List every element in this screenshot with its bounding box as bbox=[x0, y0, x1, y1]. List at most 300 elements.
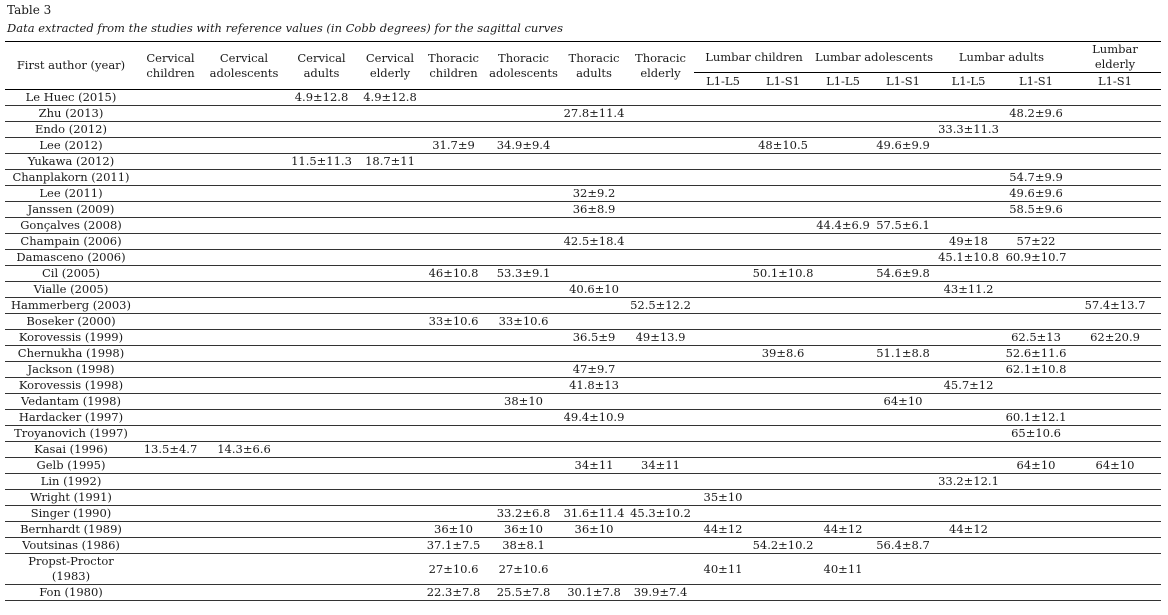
value-cell bbox=[421, 490, 486, 506]
value-cell bbox=[359, 585, 421, 601]
value-cell bbox=[421, 218, 486, 234]
table-body bbox=[5, 90, 1161, 601]
value-cell bbox=[137, 170, 204, 186]
value-cell bbox=[137, 250, 204, 266]
value-cell bbox=[1069, 554, 1161, 585]
header-thoracic-adolescents bbox=[486, 42, 561, 90]
header-cervical-adults bbox=[284, 42, 359, 90]
value-cell bbox=[137, 378, 204, 394]
value-cell bbox=[204, 266, 284, 282]
value-cell bbox=[561, 170, 627, 186]
table-row bbox=[5, 138, 1161, 154]
value-cell: 58.5±9.6 bbox=[1003, 202, 1069, 218]
value-cell bbox=[694, 154, 752, 170]
value-cell bbox=[694, 538, 752, 554]
value-cell: 54.6±9.8 bbox=[872, 266, 934, 282]
value-cell bbox=[359, 122, 421, 138]
value-cell bbox=[814, 346, 872, 362]
value-cell bbox=[872, 426, 934, 442]
value-cell bbox=[486, 202, 561, 218]
table-label: Table 3 bbox=[7, 3, 52, 17]
row-author-cell: Endo (2012) bbox=[5, 122, 137, 138]
value-cell bbox=[694, 234, 752, 250]
value-cell bbox=[694, 170, 752, 186]
value-cell bbox=[1003, 506, 1069, 522]
value-cell bbox=[1003, 266, 1069, 282]
value-cell bbox=[814, 154, 872, 170]
value-cell bbox=[359, 202, 421, 218]
value-cell: 48±10.5 bbox=[752, 138, 814, 154]
value-cell bbox=[137, 90, 204, 106]
value-cell bbox=[872, 490, 934, 506]
value-cell bbox=[1003, 585, 1069, 601]
value-cell bbox=[486, 106, 561, 122]
value-cell bbox=[934, 266, 1003, 282]
value-cell bbox=[204, 458, 284, 474]
value-cell bbox=[1069, 474, 1161, 490]
value-cell bbox=[1069, 138, 1161, 154]
value-cell bbox=[137, 490, 204, 506]
value-cell: 57±22 bbox=[1003, 234, 1069, 250]
value-cell: 45.7±12 bbox=[934, 378, 1003, 394]
value-cell bbox=[1003, 90, 1069, 106]
value-cell: 37.1±7.5 bbox=[421, 538, 486, 554]
header-sub-lumbar-adults-l1-l5: L1-L5 bbox=[934, 73, 1003, 90]
value-cell bbox=[627, 218, 694, 234]
value-cell bbox=[137, 554, 204, 585]
value-cell: 33.2±12.1 bbox=[934, 474, 1003, 490]
value-cell bbox=[934, 506, 1003, 522]
value-cell: 44.4±6.9 bbox=[814, 218, 872, 234]
value-cell: 27±10.6 bbox=[486, 554, 561, 585]
value-cell bbox=[934, 538, 1003, 554]
value-cell bbox=[421, 202, 486, 218]
value-cell bbox=[814, 410, 872, 426]
value-cell bbox=[284, 170, 359, 186]
value-cell: 62.1±10.8 bbox=[1003, 362, 1069, 378]
row-author-cell: Zhu (2013) bbox=[5, 106, 137, 122]
value-cell bbox=[1069, 378, 1161, 394]
header-text: Thoracic bbox=[498, 50, 549, 65]
value-cell bbox=[1069, 538, 1161, 554]
value-cell bbox=[204, 298, 284, 314]
table-row bbox=[5, 585, 1161, 601]
value-cell bbox=[1069, 506, 1161, 522]
value-cell bbox=[752, 506, 814, 522]
value-cell: 32±9.2 bbox=[561, 186, 627, 202]
table-row bbox=[5, 106, 1161, 122]
value-cell bbox=[561, 554, 627, 585]
value-cell: 31.7±9 bbox=[421, 138, 486, 154]
value-cell bbox=[359, 490, 421, 506]
value-cell bbox=[627, 474, 694, 490]
header-text: Thoracic bbox=[428, 50, 479, 65]
value-cell bbox=[1003, 522, 1069, 538]
value-cell bbox=[627, 314, 694, 330]
value-cell bbox=[814, 362, 872, 378]
value-cell bbox=[1003, 474, 1069, 490]
value-cell: 14.3±6.6 bbox=[204, 442, 284, 458]
value-cell bbox=[872, 170, 934, 186]
value-cell bbox=[814, 234, 872, 250]
table-row bbox=[5, 522, 1161, 538]
table-row bbox=[5, 458, 1161, 474]
value-cell bbox=[934, 330, 1003, 346]
value-cell bbox=[752, 122, 814, 138]
value-cell: 44±12 bbox=[694, 522, 752, 538]
value-cell bbox=[934, 426, 1003, 442]
value-cell: 30.1±7.8 bbox=[561, 585, 627, 601]
row-author-cell: Chanplakorn (2011) bbox=[5, 170, 137, 186]
value-cell bbox=[359, 474, 421, 490]
value-cell: 62.5±13 bbox=[1003, 330, 1069, 346]
value-cell bbox=[421, 426, 486, 442]
value-cell bbox=[284, 218, 359, 234]
value-cell: 33±10.6 bbox=[486, 314, 561, 330]
value-cell bbox=[1003, 394, 1069, 410]
value-cell bbox=[486, 442, 561, 458]
value-cell bbox=[284, 506, 359, 522]
header-text: adolescents bbox=[209, 65, 279, 80]
value-cell bbox=[934, 218, 1003, 234]
table-row bbox=[5, 266, 1161, 282]
value-cell bbox=[694, 362, 752, 378]
value-cell bbox=[872, 202, 934, 218]
value-cell bbox=[1069, 394, 1161, 410]
value-cell bbox=[814, 538, 872, 554]
value-cell bbox=[694, 138, 752, 154]
value-cell bbox=[1003, 154, 1069, 170]
value-cell bbox=[204, 250, 284, 266]
value-cell: 54.2±10.2 bbox=[752, 538, 814, 552]
value-cell bbox=[694, 442, 752, 458]
value-cell: 4.9±12.8 bbox=[284, 90, 359, 106]
value-cell bbox=[421, 154, 486, 170]
header-thoracic-adults bbox=[561, 42, 627, 90]
value-cell bbox=[359, 426, 421, 442]
value-cell bbox=[934, 106, 1003, 122]
value-cell bbox=[359, 554, 421, 585]
value-cell bbox=[137, 186, 204, 202]
value-cell bbox=[627, 266, 694, 282]
value-cell: 36±8.9 bbox=[561, 202, 627, 218]
value-cell bbox=[1069, 585, 1161, 601]
value-cell bbox=[627, 282, 694, 298]
value-cell bbox=[486, 298, 561, 314]
value-cell bbox=[284, 458, 359, 474]
value-cell bbox=[204, 346, 284, 362]
value-cell bbox=[694, 122, 752, 138]
value-cell bbox=[561, 314, 627, 330]
value-cell bbox=[872, 154, 934, 170]
value-cell bbox=[814, 378, 872, 394]
value-cell bbox=[204, 554, 284, 585]
value-cell bbox=[421, 346, 486, 362]
header-lumbar-adolescents: Lumbar adolescents bbox=[814, 42, 934, 73]
table-row bbox=[5, 154, 1161, 170]
header-thoracic-children bbox=[421, 42, 486, 90]
value-cell bbox=[814, 314, 872, 330]
value-cell bbox=[1069, 314, 1161, 330]
value-cell bbox=[627, 250, 694, 266]
value-cell bbox=[814, 138, 872, 154]
value-cell bbox=[359, 298, 421, 314]
row-author-cell: Jackson (1998) bbox=[5, 362, 137, 378]
value-cell bbox=[627, 522, 694, 538]
value-cell bbox=[359, 346, 421, 362]
value-cell bbox=[421, 362, 486, 378]
value-cell bbox=[627, 426, 694, 442]
header-text: Lumbar bbox=[1092, 42, 1138, 56]
header-sub-lumbar-adolescents-l1-s1: L1-S1 bbox=[872, 73, 934, 90]
header-text: Thoracic bbox=[635, 50, 686, 65]
value-cell bbox=[561, 490, 627, 506]
value-cell bbox=[694, 282, 752, 298]
value-cell bbox=[627, 394, 694, 410]
value-cell bbox=[872, 458, 934, 474]
value-cell bbox=[359, 362, 421, 378]
value-cell bbox=[934, 298, 1003, 314]
header-thoracic-elderly bbox=[627, 42, 694, 90]
value-cell bbox=[814, 442, 872, 458]
table-row bbox=[5, 538, 1161, 554]
value-cell bbox=[359, 186, 421, 202]
value-cell bbox=[752, 106, 814, 122]
value-cell bbox=[627, 90, 694, 106]
value-cell bbox=[694, 298, 752, 314]
value-cell bbox=[752, 154, 814, 170]
value-cell: 33.3±11.3 bbox=[934, 122, 1003, 138]
value-cell bbox=[752, 426, 814, 442]
row-author-cell: Janssen (2009) bbox=[5, 202, 137, 218]
value-cell bbox=[137, 410, 204, 426]
header-text: elderly bbox=[1094, 57, 1136, 71]
header-cervical-elderly bbox=[359, 42, 421, 90]
value-cell bbox=[694, 346, 752, 362]
value-cell bbox=[872, 474, 934, 490]
value-cell bbox=[694, 250, 752, 266]
value-cell bbox=[359, 522, 421, 538]
value-cell bbox=[421, 170, 486, 186]
value-cell bbox=[137, 330, 204, 346]
table-row bbox=[5, 314, 1161, 330]
value-cell bbox=[421, 458, 486, 474]
row-author-cell: Propst-Proctor (1983) bbox=[5, 554, 137, 585]
value-cell bbox=[137, 106, 204, 122]
value-cell bbox=[694, 106, 752, 122]
value-cell bbox=[284, 585, 359, 601]
value-cell bbox=[814, 330, 872, 346]
value-cell: 4.9±12.8 bbox=[359, 90, 421, 106]
value-cell: 27±10.6 bbox=[421, 554, 486, 585]
row-author-cell: Le Huec (2015) bbox=[5, 90, 137, 106]
value-cell bbox=[872, 234, 934, 250]
value-cell bbox=[421, 506, 486, 522]
value-cell bbox=[561, 266, 627, 282]
value-cell: 60.9±10.7 bbox=[1003, 250, 1069, 266]
value-cell bbox=[561, 426, 627, 442]
value-cell: 36±10 bbox=[561, 522, 627, 538]
value-cell bbox=[421, 186, 486, 202]
value-cell bbox=[486, 282, 561, 298]
value-cell: 41.8±13 bbox=[561, 378, 627, 394]
value-cell: 53.3±9.1 bbox=[486, 266, 561, 282]
value-cell bbox=[627, 378, 694, 394]
header-first-author: First author (year) bbox=[5, 42, 137, 90]
value-cell bbox=[204, 394, 284, 410]
value-cell: 49.4±10.9 bbox=[561, 410, 627, 426]
value-cell bbox=[137, 474, 204, 490]
value-cell bbox=[486, 170, 561, 186]
value-cell bbox=[694, 314, 752, 330]
value-cell bbox=[284, 554, 359, 585]
row-author-cell: Korovessis (1999) bbox=[5, 330, 137, 346]
value-cell bbox=[694, 458, 752, 474]
value-cell: 35±10 bbox=[694, 490, 752, 506]
header-text: Cervical bbox=[297, 50, 346, 65]
row-author-cell: Singer (1990) bbox=[5, 506, 137, 522]
value-cell bbox=[137, 538, 204, 554]
value-cell bbox=[934, 90, 1003, 106]
value-cell bbox=[359, 106, 421, 122]
value-cell bbox=[204, 202, 284, 218]
value-cell bbox=[284, 490, 359, 506]
header-text: adults bbox=[303, 65, 340, 80]
value-cell bbox=[1069, 250, 1161, 266]
header-sub-lumbar-children-l1-l5: L1-L5 bbox=[694, 73, 752, 90]
table-row bbox=[5, 90, 1161, 106]
value-cell bbox=[1003, 490, 1069, 506]
header-text: children bbox=[429, 65, 478, 80]
row-author-cell: Gonçalves (2008) bbox=[5, 218, 137, 234]
header-text: Cervical bbox=[146, 50, 195, 65]
value-cell bbox=[627, 362, 694, 378]
value-cell bbox=[561, 442, 627, 458]
value-cell: 34±11 bbox=[627, 458, 694, 474]
table-row bbox=[5, 490, 1161, 506]
value-cell bbox=[204, 410, 284, 426]
value-cell bbox=[752, 282, 814, 298]
value-cell bbox=[137, 394, 204, 410]
value-cell: 22.3±7.8 bbox=[421, 585, 486, 601]
value-cell: 64±10 bbox=[1069, 458, 1161, 474]
value-cell bbox=[752, 474, 814, 490]
value-cell bbox=[934, 442, 1003, 458]
value-cell bbox=[359, 442, 421, 458]
header-sub-lumbar-elderly-l1-s1: L1-S1 bbox=[1069, 73, 1161, 90]
row-author-cell: Champain (2006) bbox=[5, 234, 137, 250]
value-cell bbox=[872, 122, 934, 138]
value-cell bbox=[1003, 378, 1069, 394]
value-cell bbox=[627, 554, 694, 585]
value-cell bbox=[486, 378, 561, 394]
value-cell bbox=[872, 554, 934, 585]
table-row bbox=[5, 218, 1161, 234]
value-cell bbox=[284, 330, 359, 346]
value-cell bbox=[486, 122, 561, 138]
value-cell bbox=[1003, 298, 1069, 314]
value-cell: 40.6±10 bbox=[561, 282, 627, 298]
value-cell: 40±11 bbox=[814, 554, 872, 585]
value-cell bbox=[421, 378, 486, 394]
value-cell bbox=[934, 138, 1003, 154]
value-cell bbox=[872, 585, 934, 601]
value-cell bbox=[814, 282, 872, 298]
value-cell bbox=[694, 426, 752, 442]
value-cell: 60.1±12.1 bbox=[1003, 410, 1069, 426]
table-row bbox=[5, 474, 1161, 490]
value-cell bbox=[284, 266, 359, 282]
value-cell bbox=[752, 234, 814, 250]
value-cell: 36±10 bbox=[421, 522, 486, 538]
value-cell bbox=[1069, 234, 1161, 250]
value-cell bbox=[486, 346, 561, 362]
value-cell bbox=[137, 362, 204, 378]
value-cell bbox=[694, 378, 752, 394]
value-cell: 45.3±10.2 bbox=[627, 506, 694, 522]
value-cell: 36±10 bbox=[486, 522, 561, 538]
value-cell bbox=[204, 218, 284, 234]
value-cell bbox=[814, 186, 872, 202]
value-cell bbox=[561, 538, 627, 554]
value-cell bbox=[814, 506, 872, 522]
value-cell bbox=[627, 106, 694, 122]
value-cell bbox=[421, 298, 486, 314]
value-cell bbox=[137, 138, 204, 154]
table-row bbox=[5, 170, 1161, 186]
header-sub-lumbar-children-l1-s1: L1-S1 bbox=[752, 73, 814, 90]
value-cell bbox=[421, 250, 486, 266]
value-cell bbox=[814, 490, 872, 506]
value-cell bbox=[627, 186, 694, 202]
value-cell bbox=[627, 170, 694, 186]
value-cell bbox=[752, 218, 814, 234]
value-cell bbox=[1069, 490, 1161, 506]
value-cell bbox=[561, 346, 627, 362]
value-cell bbox=[284, 122, 359, 138]
value-cell bbox=[359, 234, 421, 250]
value-cell bbox=[814, 250, 872, 266]
value-cell bbox=[284, 346, 359, 362]
row-author-cell: Vialle (2005) bbox=[5, 282, 137, 298]
value-cell: 47±9.7 bbox=[561, 362, 627, 378]
row-author-cell: Damasceno (2006) bbox=[5, 250, 137, 266]
value-cell bbox=[204, 522, 284, 538]
value-cell bbox=[204, 186, 284, 202]
header-lumbar-elderly bbox=[1069, 42, 1161, 73]
value-cell bbox=[561, 122, 627, 138]
header-sub-lumbar-adolescents-l1-l5: L1-L5 bbox=[814, 73, 872, 90]
value-cell bbox=[284, 378, 359, 394]
value-cell: 62±20.9 bbox=[1069, 330, 1161, 346]
value-cell bbox=[1069, 122, 1161, 138]
value-cell bbox=[872, 298, 934, 314]
value-cell: 38±8.1 bbox=[486, 538, 561, 554]
value-cell bbox=[561, 474, 627, 490]
value-cell bbox=[1069, 202, 1161, 218]
value-cell bbox=[694, 585, 752, 601]
value-cell bbox=[814, 106, 872, 122]
row-author-cell: Kasai (1996) bbox=[5, 442, 137, 458]
table-row bbox=[5, 346, 1161, 362]
value-cell bbox=[814, 585, 872, 601]
value-cell bbox=[561, 298, 627, 314]
value-cell bbox=[752, 298, 814, 314]
value-cell bbox=[486, 458, 561, 474]
table-row bbox=[5, 362, 1161, 378]
header-text: adults bbox=[576, 65, 612, 80]
value-cell bbox=[421, 122, 486, 138]
